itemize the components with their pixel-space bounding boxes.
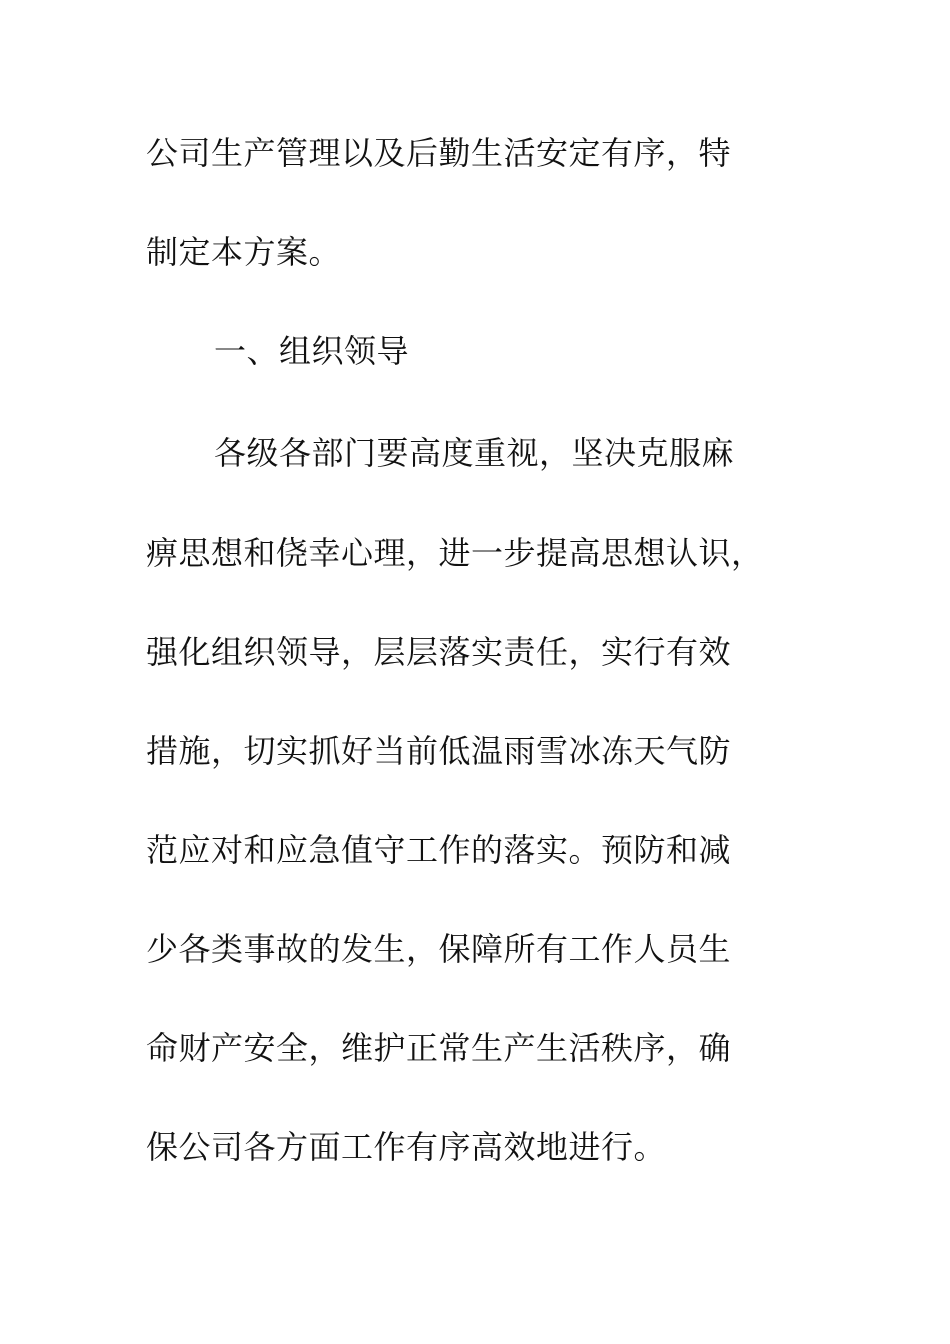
paragraph-line: 公司生产管理以及后勤生活安定有序，特 [146, 134, 732, 172]
paragraph-line: 少各类事故的发生，保障所有工作人员生 [146, 930, 732, 968]
paragraph-line: 痹思想和侥幸心理，进一步提高思想认识， [146, 534, 764, 572]
paragraph-line: 保公司各方面工作有序高效地进行。 [146, 1128, 667, 1166]
paragraph-line: 各级各部门要高度重视，坚决克服麻 [214, 434, 735, 472]
paragraph-line: 制定本方案。 [146, 233, 342, 271]
paragraph-line: 范应对和应急值守工作的落实。预防和减 [146, 831, 732, 869]
paragraph-line: 命财产安全，维护正常生产生活秩序，确 [146, 1029, 732, 1067]
paragraph-line: 强化组织领导，层层落实责任，实行有效 [146, 633, 732, 671]
paragraph-line: 措施，切实抓好当前低温雨雪冰冻天气防 [146, 732, 732, 770]
section-heading: 一、组织领导 [214, 332, 410, 370]
